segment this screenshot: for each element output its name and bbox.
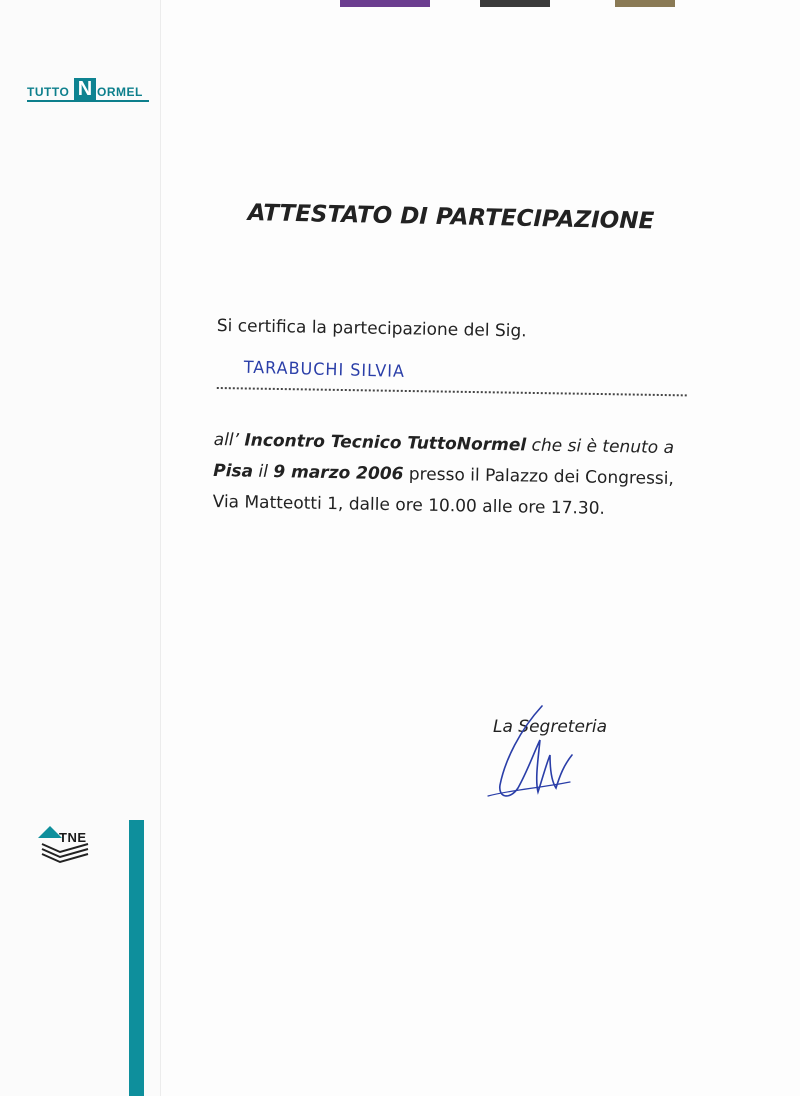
logo-n: N	[74, 78, 96, 100]
name-dotted-line	[217, 375, 687, 396]
tne-logo	[38, 822, 98, 864]
logo-text-right: ORMEL	[97, 85, 143, 99]
teal-accent-bar	[129, 820, 144, 1096]
signature-scribble-icon	[480, 700, 600, 810]
tne-logo-text: TNE	[59, 830, 87, 845]
body-line-2: Pisa il 9 marzo 2006 presso il Palazzo dei Congressi,	[213, 460, 675, 490]
tuttonormel-logo	[27, 78, 149, 104]
certificate-title: ATTESTATO DI PARTECIPAZIONE	[247, 200, 655, 235]
certificate-body	[212, 425, 734, 527]
logo-underline	[27, 100, 149, 102]
participant-name: TARABUCHI SILVIA	[243, 357, 406, 382]
body-line-1: all’ Incontro Tecnico TuttoNormel che si è tenuto a	[213, 429, 675, 459]
logo-text-left: TUTTO	[27, 85, 70, 99]
certificate-intro: Si certifica la partecipazione del Sig.	[216, 316, 527, 342]
scan-top-strip	[330, 0, 800, 8]
signature-label: La Segreteria	[493, 717, 608, 737]
body-line-3: Via Matteotti 1, dalle ore 10.00 alle ore 17.30.	[212, 491, 606, 519]
